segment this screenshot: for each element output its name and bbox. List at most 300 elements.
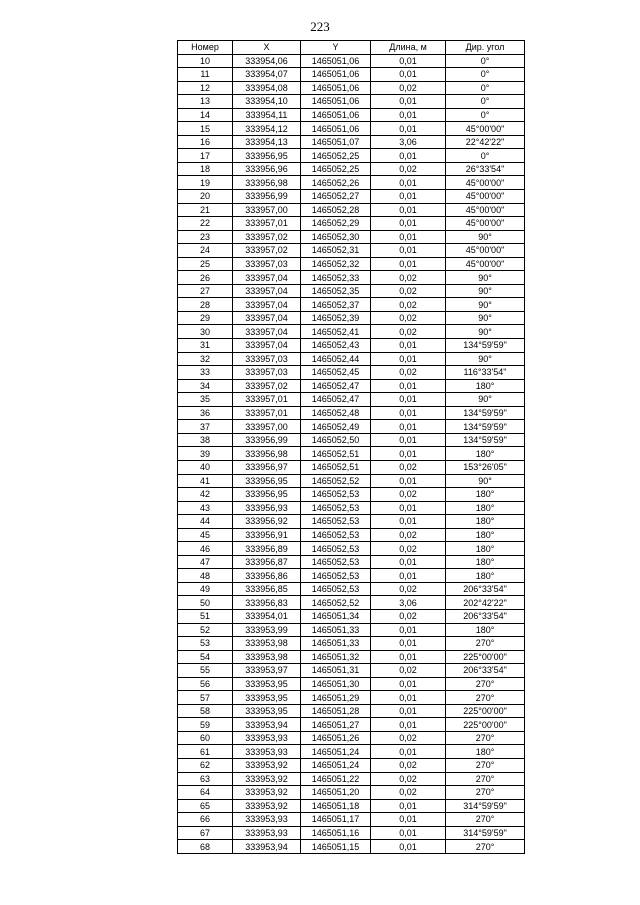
cell-y: 1465052,53 xyxy=(301,528,371,542)
cell-length: 0,02 xyxy=(371,786,446,800)
cell-number: 11 xyxy=(178,68,233,82)
cell-y: 1465051,18 xyxy=(301,799,371,813)
cell-y: 1465052,53 xyxy=(301,501,371,515)
cell-direction-angle: 134°59'59" xyxy=(446,420,525,434)
cell-length: 0,01 xyxy=(371,68,446,82)
cell-direction-angle: 45°00'00" xyxy=(446,122,525,136)
cell-length: 0,01 xyxy=(371,677,446,691)
cell-direction-angle: 0° xyxy=(446,54,525,68)
cell-y: 1465052,26 xyxy=(301,176,371,190)
cell-number: 15 xyxy=(178,122,233,136)
cell-y: 1465052,49 xyxy=(301,420,371,434)
cell-x: 333954,12 xyxy=(233,122,301,136)
table-row xyxy=(178,162,525,176)
cell-length: 0,01 xyxy=(371,176,446,190)
cell-x: 333957,01 xyxy=(233,217,301,231)
cell-x: 333954,10 xyxy=(233,95,301,109)
cell-x: 333956,97 xyxy=(233,460,301,474)
cell-number: 23 xyxy=(178,230,233,244)
cell-x: 333953,92 xyxy=(233,772,301,786)
cell-x: 333956,95 xyxy=(233,149,301,163)
cell-direction-angle: 180° xyxy=(446,488,525,502)
cell-x: 333956,95 xyxy=(233,488,301,502)
header-y: Y xyxy=(301,41,371,55)
cell-length: 0,01 xyxy=(371,515,446,529)
cell-x: 333956,86 xyxy=(233,569,301,583)
cell-x: 333953,97 xyxy=(233,664,301,678)
cell-y: 1465052,31 xyxy=(301,244,371,258)
cell-number: 48 xyxy=(178,569,233,583)
cell-x: 333956,92 xyxy=(233,515,301,529)
cell-y: 1465052,28 xyxy=(301,203,371,217)
cell-x: 333956,95 xyxy=(233,474,301,488)
table-row xyxy=(178,379,525,393)
table-row xyxy=(178,488,525,502)
cell-y: 1465052,53 xyxy=(301,555,371,569)
cell-y: 1465052,25 xyxy=(301,162,371,176)
cell-x: 333957,02 xyxy=(233,379,301,393)
cell-x: 333953,94 xyxy=(233,718,301,732)
table-header-row xyxy=(178,41,525,55)
cell-x: 333957,01 xyxy=(233,406,301,420)
cell-y: 1465051,06 xyxy=(301,54,371,68)
cell-direction-angle: 270° xyxy=(446,772,525,786)
cell-number: 12 xyxy=(178,81,233,95)
cell-y: 1465051,24 xyxy=(301,758,371,772)
cell-number: 33 xyxy=(178,366,233,380)
cell-direction-angle: 314°59'59" xyxy=(446,826,525,840)
cell-length: 0,02 xyxy=(371,298,446,312)
table-row xyxy=(178,190,525,204)
cell-y: 1465051,06 xyxy=(301,68,371,82)
table-row xyxy=(178,95,525,109)
table-row xyxy=(178,786,525,800)
cell-length: 0,01 xyxy=(371,393,446,407)
cell-length: 0,02 xyxy=(371,609,446,623)
cell-x: 333953,92 xyxy=(233,799,301,813)
cell-y: 1465052,39 xyxy=(301,311,371,325)
cell-number: 41 xyxy=(178,474,233,488)
cell-number: 67 xyxy=(178,826,233,840)
cell-y: 1465051,06 xyxy=(301,95,371,109)
cell-y: 1465051,31 xyxy=(301,664,371,678)
cell-direction-angle: 26°33'54" xyxy=(446,162,525,176)
table-row xyxy=(178,596,525,610)
table-row xyxy=(178,569,525,583)
table-row xyxy=(178,271,525,285)
table-row xyxy=(178,704,525,718)
cell-y: 1465051,28 xyxy=(301,704,371,718)
table-row xyxy=(178,135,525,149)
cell-x: 333953,92 xyxy=(233,786,301,800)
table-row xyxy=(178,406,525,420)
cell-x: 333957,02 xyxy=(233,230,301,244)
cell-length: 0,01 xyxy=(371,190,446,204)
cell-direction-angle: 90° xyxy=(446,474,525,488)
cell-y: 1465051,33 xyxy=(301,637,371,651)
cell-length: 0,01 xyxy=(371,840,446,854)
cell-length: 0,02 xyxy=(371,81,446,95)
cell-direction-angle: 45°00'00" xyxy=(446,257,525,271)
cell-direction-angle: 270° xyxy=(446,731,525,745)
cell-direction-angle: 270° xyxy=(446,677,525,691)
cell-direction-angle: 134°59'59" xyxy=(446,433,525,447)
cell-length: 0,02 xyxy=(371,731,446,745)
cell-length: 0,01 xyxy=(371,352,446,366)
cell-length: 0,01 xyxy=(371,95,446,109)
cell-number: 40 xyxy=(178,460,233,474)
cell-x: 333953,92 xyxy=(233,758,301,772)
cell-length: 3,06 xyxy=(371,596,446,610)
cell-x: 333953,95 xyxy=(233,677,301,691)
table-row xyxy=(178,691,525,705)
cell-number: 35 xyxy=(178,393,233,407)
cell-length: 0,02 xyxy=(371,772,446,786)
table-row xyxy=(178,745,525,759)
cell-length: 0,02 xyxy=(371,488,446,502)
cell-x: 333957,04 xyxy=(233,284,301,298)
cell-length: 0,01 xyxy=(371,217,446,231)
cell-number: 42 xyxy=(178,488,233,502)
cell-y: 1465052,48 xyxy=(301,406,371,420)
cell-length: 0,01 xyxy=(371,203,446,217)
cell-x: 333956,91 xyxy=(233,528,301,542)
cell-number: 28 xyxy=(178,298,233,312)
cell-x: 333956,85 xyxy=(233,582,301,596)
cell-y: 1465052,43 xyxy=(301,339,371,353)
table-row xyxy=(178,433,525,447)
cell-direction-angle: 90° xyxy=(446,230,525,244)
cell-y: 1465051,20 xyxy=(301,786,371,800)
cell-x: 333954,13 xyxy=(233,135,301,149)
cell-length: 0,02 xyxy=(371,325,446,339)
cell-x: 333953,95 xyxy=(233,704,301,718)
header-direction-angle: Дир. угол xyxy=(446,41,525,55)
cell-length: 0,02 xyxy=(371,366,446,380)
cell-length: 0,01 xyxy=(371,230,446,244)
table-row xyxy=(178,582,525,596)
cell-x: 333957,00 xyxy=(233,203,301,217)
cell-length: 0,01 xyxy=(371,637,446,651)
table-row xyxy=(178,772,525,786)
cell-direction-angle: 90° xyxy=(446,271,525,285)
cell-y: 1465051,32 xyxy=(301,650,371,664)
table-row xyxy=(178,501,525,515)
cell-x: 333953,99 xyxy=(233,623,301,637)
cell-x: 333956,89 xyxy=(233,542,301,556)
cell-number: 29 xyxy=(178,311,233,325)
cell-x: 333957,04 xyxy=(233,298,301,312)
cell-direction-angle: 202°42'22" xyxy=(446,596,525,610)
table-row xyxy=(178,840,525,854)
table-row xyxy=(178,447,525,461)
cell-length: 0,01 xyxy=(371,149,446,163)
cell-direction-angle: 270° xyxy=(446,691,525,705)
cell-number: 47 xyxy=(178,555,233,569)
cell-direction-angle: 90° xyxy=(446,311,525,325)
cell-number: 43 xyxy=(178,501,233,515)
cell-direction-angle: 270° xyxy=(446,786,525,800)
cell-direction-angle: 45°00'00" xyxy=(446,190,525,204)
cell-x: 333957,01 xyxy=(233,393,301,407)
cell-direction-angle: 134°59'59" xyxy=(446,339,525,353)
cell-y: 1465052,53 xyxy=(301,515,371,529)
cell-number: 18 xyxy=(178,162,233,176)
cell-x: 333953,93 xyxy=(233,745,301,759)
cell-direction-angle: 206°33'54" xyxy=(446,609,525,623)
cell-number: 68 xyxy=(178,840,233,854)
table-row xyxy=(178,460,525,474)
table-row xyxy=(178,555,525,569)
cell-length: 0,01 xyxy=(371,339,446,353)
cell-x: 333953,93 xyxy=(233,826,301,840)
cell-number: 54 xyxy=(178,650,233,664)
cell-number: 16 xyxy=(178,135,233,149)
cell-number: 46 xyxy=(178,542,233,556)
cell-number: 55 xyxy=(178,664,233,678)
page-number: 223 xyxy=(310,19,330,34)
cell-y: 1465052,29 xyxy=(301,217,371,231)
cell-number: 36 xyxy=(178,406,233,420)
cell-length: 0,02 xyxy=(371,582,446,596)
cell-x: 333953,93 xyxy=(233,813,301,827)
cell-y: 1465052,41 xyxy=(301,325,371,339)
table-row xyxy=(178,284,525,298)
cell-y: 1465051,29 xyxy=(301,691,371,705)
cell-direction-angle: 45°00'00" xyxy=(446,203,525,217)
cell-y: 1465052,51 xyxy=(301,460,371,474)
cell-y: 1465052,25 xyxy=(301,149,371,163)
cell-number: 34 xyxy=(178,379,233,393)
cell-length: 0,01 xyxy=(371,813,446,827)
header-length: Длина, м xyxy=(371,41,446,55)
cell-length: 0,02 xyxy=(371,271,446,285)
table-row xyxy=(178,257,525,271)
table-row xyxy=(178,108,525,122)
cell-direction-angle: 45°00'00" xyxy=(446,244,525,258)
cell-length: 0,01 xyxy=(371,555,446,569)
cell-direction-angle: 314°59'59" xyxy=(446,799,525,813)
table-row xyxy=(178,474,525,488)
cell-x: 333957,04 xyxy=(233,271,301,285)
table-row xyxy=(178,813,525,827)
cell-number: 10 xyxy=(178,54,233,68)
table-row xyxy=(178,731,525,745)
cell-length: 0,01 xyxy=(371,718,446,732)
cell-length: 0,01 xyxy=(371,501,446,515)
cell-length: 0,02 xyxy=(371,311,446,325)
cell-number: 53 xyxy=(178,637,233,651)
cell-x: 333956,99 xyxy=(233,190,301,204)
cell-number: 44 xyxy=(178,515,233,529)
header-x: X xyxy=(233,41,301,55)
cell-number: 51 xyxy=(178,609,233,623)
cell-length: 0,01 xyxy=(371,257,446,271)
cell-x: 333957,04 xyxy=(233,311,301,325)
table-row xyxy=(178,677,525,691)
cell-length: 0,02 xyxy=(371,460,446,474)
table-row xyxy=(178,122,525,136)
table-row xyxy=(178,664,525,678)
cell-y: 1465051,30 xyxy=(301,677,371,691)
cell-x: 333956,87 xyxy=(233,555,301,569)
table-row xyxy=(178,54,525,68)
cell-length: 0,02 xyxy=(371,528,446,542)
cell-y: 1465052,51 xyxy=(301,447,371,461)
cell-y: 1465052,27 xyxy=(301,190,371,204)
cell-length: 0,01 xyxy=(371,433,446,447)
cell-x: 333954,06 xyxy=(233,54,301,68)
table-row xyxy=(178,393,525,407)
table-row xyxy=(178,68,525,82)
cell-direction-angle: 180° xyxy=(446,515,525,529)
cell-direction-angle: 225°00'00" xyxy=(446,718,525,732)
cell-direction-angle: 180° xyxy=(446,745,525,759)
cell-number: 14 xyxy=(178,108,233,122)
cell-length: 0,01 xyxy=(371,474,446,488)
cell-x: 333956,99 xyxy=(233,433,301,447)
cell-number: 57 xyxy=(178,691,233,705)
cell-length: 0,02 xyxy=(371,758,446,772)
cell-number: 22 xyxy=(178,217,233,231)
cell-direction-angle: 225°00'00" xyxy=(446,704,525,718)
table-row xyxy=(178,528,525,542)
table-row xyxy=(178,637,525,651)
table-row xyxy=(178,244,525,258)
cell-x: 333953,98 xyxy=(233,650,301,664)
cell-x: 333956,96 xyxy=(233,162,301,176)
cell-y: 1465051,17 xyxy=(301,813,371,827)
cell-y: 1465052,50 xyxy=(301,433,371,447)
table-row xyxy=(178,758,525,772)
table-row xyxy=(178,81,525,95)
cell-direction-angle: 116°33'54" xyxy=(446,366,525,380)
cell-number: 25 xyxy=(178,257,233,271)
cell-y: 1465052,32 xyxy=(301,257,371,271)
cell-x: 333953,93 xyxy=(233,731,301,745)
cell-x: 333953,95 xyxy=(233,691,301,705)
cell-y: 1465051,24 xyxy=(301,745,371,759)
cell-number: 56 xyxy=(178,677,233,691)
cell-number: 19 xyxy=(178,176,233,190)
cell-length: 0,01 xyxy=(371,745,446,759)
cell-direction-angle: 180° xyxy=(446,528,525,542)
cell-direction-angle: 225°00'00" xyxy=(446,650,525,664)
table-row xyxy=(178,352,525,366)
cell-direction-angle: 90° xyxy=(446,393,525,407)
cell-x: 333957,04 xyxy=(233,339,301,353)
table-row xyxy=(178,230,525,244)
table-row xyxy=(178,609,525,623)
cell-y: 1465052,33 xyxy=(301,271,371,285)
cell-y: 1465052,35 xyxy=(301,284,371,298)
cell-length: 0,01 xyxy=(371,420,446,434)
cell-direction-angle: 180° xyxy=(446,501,525,515)
cell-length: 0,01 xyxy=(371,704,446,718)
cell-length: 0,01 xyxy=(371,244,446,258)
table-row xyxy=(178,298,525,312)
cell-number: 13 xyxy=(178,95,233,109)
cell-length: 0,01 xyxy=(371,447,446,461)
cell-y: 1465052,53 xyxy=(301,569,371,583)
cell-y: 1465051,06 xyxy=(301,122,371,136)
table-body xyxy=(178,54,525,853)
cell-y: 1465052,52 xyxy=(301,596,371,610)
cell-x: 333953,94 xyxy=(233,840,301,854)
cell-length: 0,02 xyxy=(371,664,446,678)
cell-direction-angle: 0° xyxy=(446,81,525,95)
cell-x: 333956,83 xyxy=(233,596,301,610)
cell-x: 333957,03 xyxy=(233,257,301,271)
cell-direction-angle: 0° xyxy=(446,95,525,109)
cell-y: 1465052,30 xyxy=(301,230,371,244)
cell-direction-angle: 22°42'22" xyxy=(446,135,525,149)
cell-length: 0,01 xyxy=(371,826,446,840)
cell-number: 64 xyxy=(178,786,233,800)
cell-length: 0,02 xyxy=(371,542,446,556)
cell-x: 333957,02 xyxy=(233,244,301,258)
cell-length: 0,02 xyxy=(371,162,446,176)
cell-y: 1465051,26 xyxy=(301,731,371,745)
table-row xyxy=(178,515,525,529)
cell-x: 333954,07 xyxy=(233,68,301,82)
cell-y: 1465052,47 xyxy=(301,393,371,407)
cell-number: 37 xyxy=(178,420,233,434)
cell-direction-angle: 90° xyxy=(446,284,525,298)
cell-number: 21 xyxy=(178,203,233,217)
cell-number: 30 xyxy=(178,325,233,339)
cell-direction-angle: 90° xyxy=(446,298,525,312)
cell-y: 1465052,37 xyxy=(301,298,371,312)
cell-y: 1465052,44 xyxy=(301,352,371,366)
cell-number: 26 xyxy=(178,271,233,285)
table-row xyxy=(178,420,525,434)
cell-y: 1465052,53 xyxy=(301,582,371,596)
cell-direction-angle: 0° xyxy=(446,149,525,163)
table-row xyxy=(178,366,525,380)
cell-direction-angle: 90° xyxy=(446,352,525,366)
cell-y: 1465052,45 xyxy=(301,366,371,380)
cell-direction-angle: 270° xyxy=(446,637,525,651)
cell-direction-angle: 206°33'54" xyxy=(446,664,525,678)
cell-number: 52 xyxy=(178,623,233,637)
cell-direction-angle: 180° xyxy=(446,542,525,556)
cell-y: 1465052,52 xyxy=(301,474,371,488)
cell-direction-angle: 0° xyxy=(446,108,525,122)
cell-direction-angle: 45°00'00" xyxy=(446,176,525,190)
cell-length: 0,02 xyxy=(371,284,446,298)
cell-direction-angle: 180° xyxy=(446,379,525,393)
cell-x: 333957,03 xyxy=(233,366,301,380)
cell-y: 1465052,53 xyxy=(301,488,371,502)
cell-length: 0,01 xyxy=(371,122,446,136)
cell-y: 1465052,53 xyxy=(301,542,371,556)
table-row xyxy=(178,826,525,840)
cell-direction-angle: 90° xyxy=(446,325,525,339)
cell-y: 1465051,06 xyxy=(301,108,371,122)
cell-length: 0,01 xyxy=(371,650,446,664)
cell-number: 39 xyxy=(178,447,233,461)
cell-direction-angle: 45°00'00" xyxy=(446,217,525,231)
cell-x: 333957,04 xyxy=(233,325,301,339)
cell-direction-angle: 270° xyxy=(446,840,525,854)
cell-number: 31 xyxy=(178,339,233,353)
cell-direction-angle: 180° xyxy=(446,447,525,461)
cell-number: 60 xyxy=(178,731,233,745)
cell-y: 1465051,22 xyxy=(301,772,371,786)
cell-direction-angle: 270° xyxy=(446,813,525,827)
cell-x: 333954,01 xyxy=(233,609,301,623)
